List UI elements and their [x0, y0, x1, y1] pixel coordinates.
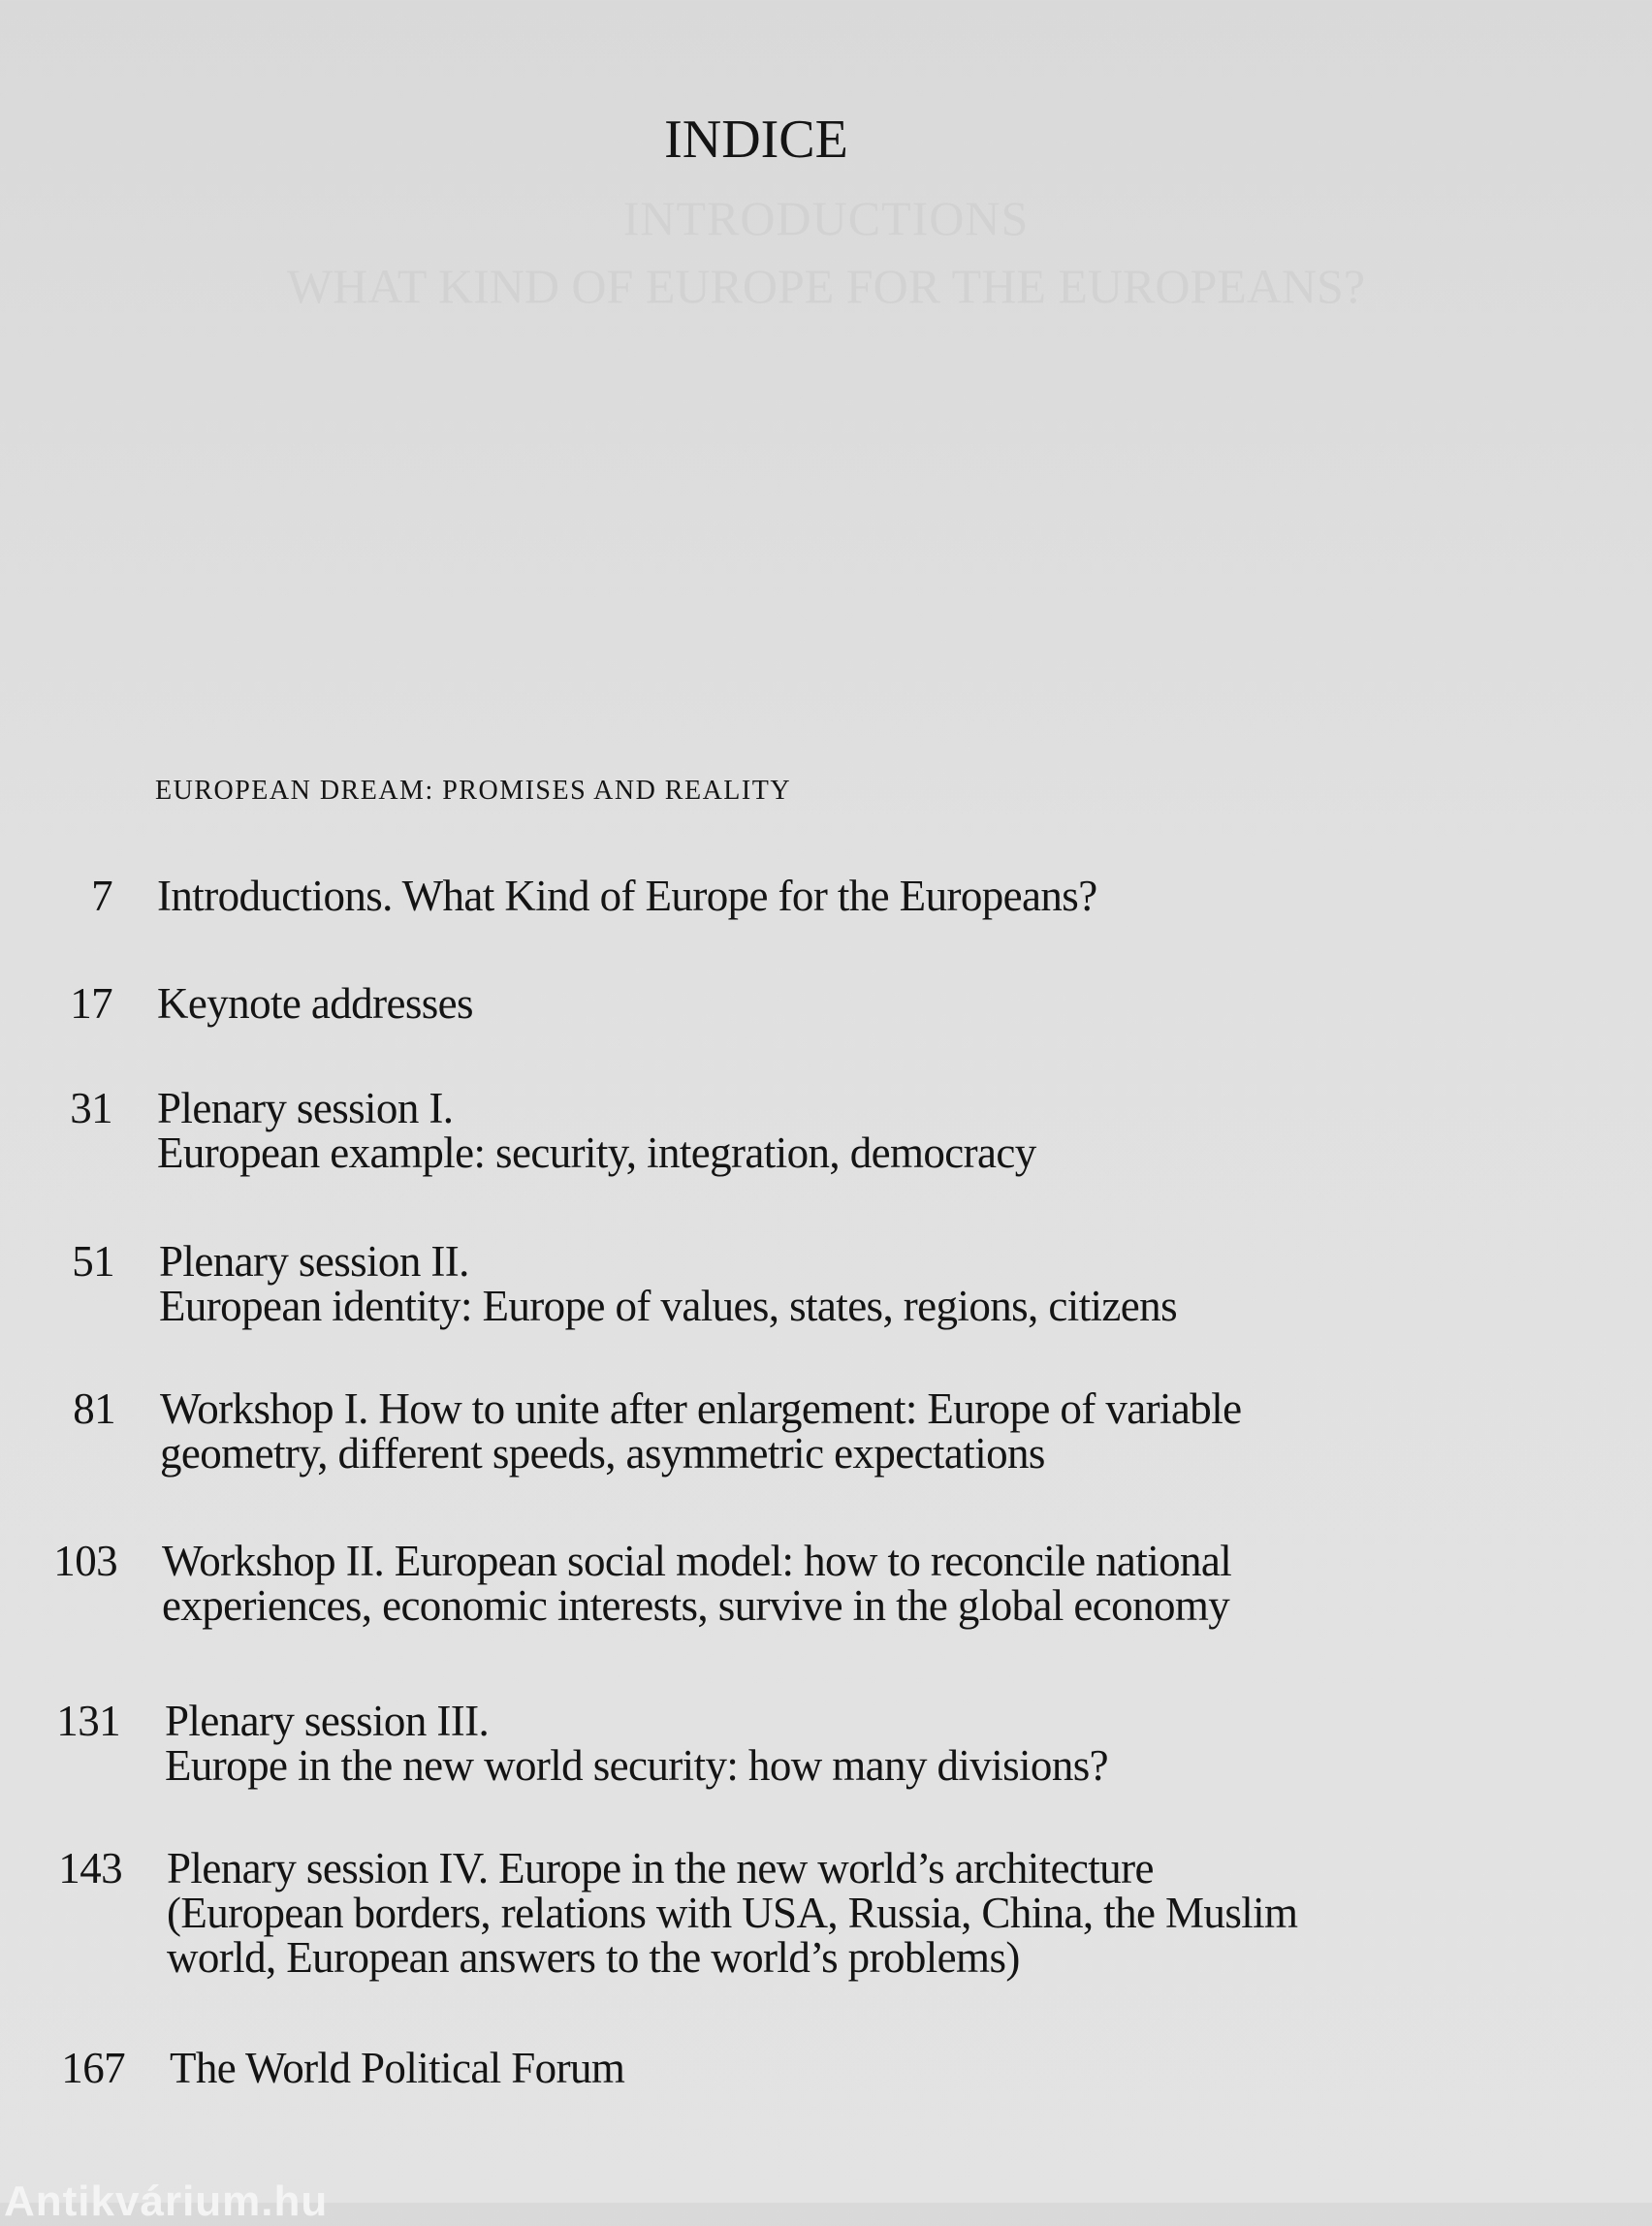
toc-page-number: 167	[61, 2044, 125, 2092]
toc-page-number: 31	[70, 1084, 112, 1132]
toc-entry-title: Workshop I. How to unite after enlargement: Europe of variable	[160, 1384, 1242, 1433]
toc-entry-subtitle: European identity: Europe of values, states, regions, citizens	[159, 1282, 1177, 1330]
toc-page-number: 17	[70, 979, 112, 1028]
toc-entry-title: Introductions. What Kind of Europe for the Europeans?	[157, 872, 1097, 920]
toc-entry-subtitle: geometry, different speeds, asymmetric expectations	[160, 1429, 1045, 1478]
toc-entry-title: Plenary session IV. Europe in the new world’s architecture	[167, 1844, 1154, 1892]
toc-entry	[52, 1699, 1108, 1788]
section-heading: EUROPEAN DREAM: PROMISES AND REALITY	[155, 776, 792, 806]
toc-entry-title: Plenary session III.	[165, 1697, 490, 1745]
toc-page-number: 103	[53, 1537, 117, 1585]
toc-entry	[57, 2046, 624, 2090]
toc-entry-subtitle: (European borders, relations with USA, Russia, China, the Muslim	[167, 1889, 1298, 1937]
toc-page-number: 131	[56, 1697, 120, 1745]
toc-entry-title: Keynote addresses	[157, 979, 473, 1028]
toc-entry-subtitle: European example: security, integration, democracy	[157, 1129, 1036, 1177]
toc-entry-title: Plenary session II.	[159, 1237, 469, 1286]
watermark: Antikvárium.hu	[4, 2178, 329, 2225]
toc-entry	[49, 1539, 1231, 1628]
toc-entry	[45, 981, 473, 1026]
toc-entry	[48, 1386, 1241, 1476]
page-title: INDICE	[664, 110, 848, 170]
toc-page-number: 81	[73, 1384, 115, 1433]
toc-page-number: 7	[91, 872, 112, 920]
toc-entry	[54, 1846, 1297, 1980]
toc-entry	[47, 1239, 1177, 1328]
toc-entry-subtitle: experiences, economic interests, survive in the global economy	[162, 1581, 1230, 1630]
show-through-text-line: INTRODUCTIONS	[622, 191, 1030, 245]
toc-entry-title: Plenary session I.	[157, 1084, 454, 1132]
toc-page-number: 143	[58, 1844, 122, 1892]
toc-entry-subtitle: Europe in the new world security: how many divisions?	[165, 1741, 1109, 1790]
toc-entry-title: Workshop II. European social model: how to reconcile national	[162, 1537, 1232, 1585]
show-through-text-line: WHAT KIND OF EUROPE FOR THE EUROPEANS?	[286, 259, 1366, 313]
toc-entry	[45, 874, 1097, 918]
toc-entry-title: The World Political Forum	[170, 2044, 625, 2092]
toc-entry-subtitle: world, European answers to the world’s problems)	[167, 1933, 1020, 1982]
toc-page-number: 51	[72, 1237, 114, 1286]
toc-entry	[45, 1086, 1036, 1175]
